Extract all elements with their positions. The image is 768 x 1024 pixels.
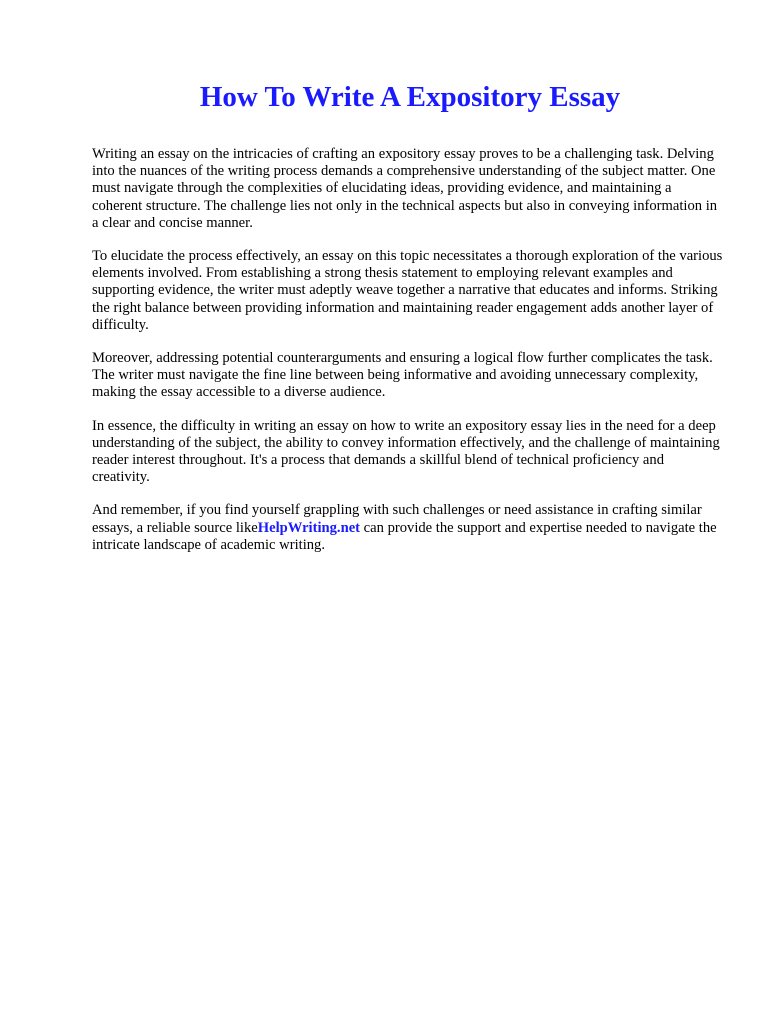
helpwriting-link[interactable]: HelpWriting.net [257, 519, 361, 536]
paragraph-5 [92, 502, 724, 554]
paragraph-4: In essence, the difficulty in writing an essay on how to write an expository essay lies in the need for a deep understanding of the subject, the ability to convey information effectively, and the challenge of maintaining reader interest throughout. It's a process that demands a skillful blend of technical proficiency and creativity. [92, 417, 720, 486]
paragraph-2: To elucidate the process effectively, an essay on this topic necessitates a thorough exploration of the various elements involved. From establishing a strong thesis statement to employing relevant examples and supporting evidence, the writer must adeptly weave together a narrative that educates and informs. Striking the right balance between providing information and maintaining reader engagement adds another layer of difficulty. [92, 248, 723, 333]
paragraph-3: Moreover, addressing potential counterarguments and ensuring a logical flow further complicates the task. The writer must navigate the fine line between being informative and avoiding unnecessary complexity, making the essay accessible to a diverse audience. [92, 350, 713, 401]
page-title: How To Write A Expository Essay [199, 81, 621, 113]
paragraph-5-text-before-link: And remember, if you find yourself grappling with such challenges or need assistance in crafting similar essays, a reliable source like [92, 502, 702, 536]
paragraph-1: Writing an essay on the intricacies of crafting an expository essay proves to be a challenging task. Delving into the nuances of the writing process demands a comprehensive understanding of the subject matter. One must navigate through the complexities of elucidating ideas, providing evidence, and maintaining a coherent structure. The challenge lies not only in the technical aspects but also in conveying information in a clear and concise manner. [92, 146, 718, 231]
paragraph-5-text-after-link: can provide the support and expertise needed to navigate the intricate landscape of academic writing. [92, 519, 717, 553]
essay-body [92, 146, 724, 570]
